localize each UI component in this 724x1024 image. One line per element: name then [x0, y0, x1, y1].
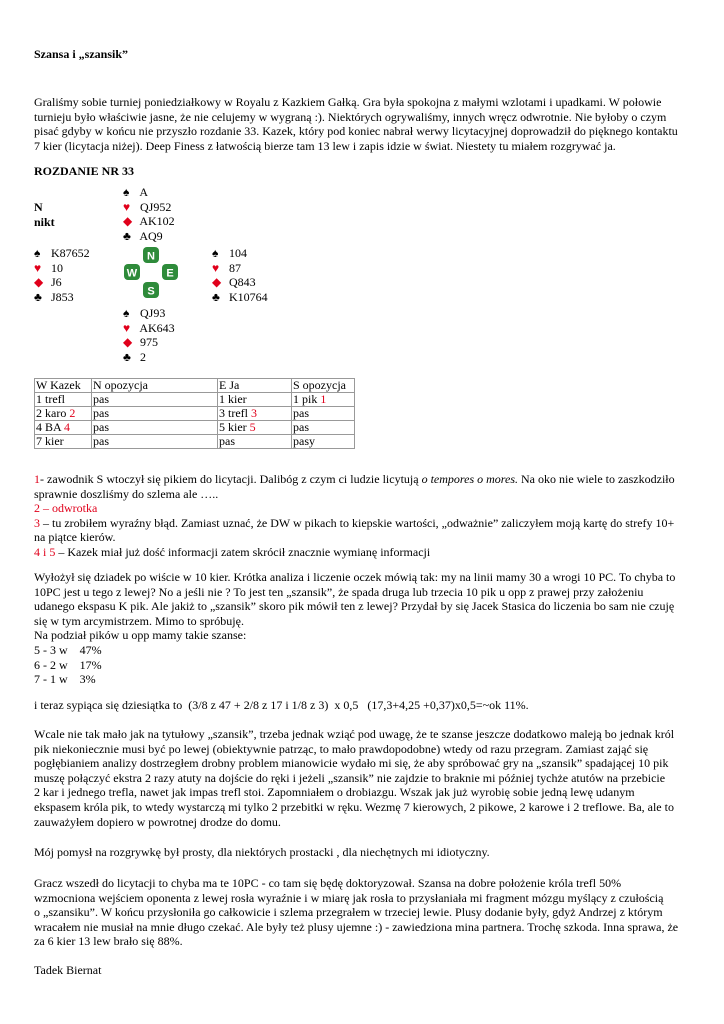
reflection-paragraph [34, 727, 690, 829]
compass-s-label: S [147, 285, 155, 298]
north-hearts: QJ952 [140, 199, 172, 214]
bidding-table [34, 378, 355, 449]
conclusion-paragraph [34, 876, 690, 949]
formula-line: i teraz sypiąca się dziesiątka to (3/8 z 47 + 2/8 z 17 i 1/8 z 3) x 0,5 (17,3+4,25 +0,37)x0,5=~ok 11%. [34, 698, 529, 712]
note-4-5: 4 i 5 – Kazek miał już dość informacji zatem skrócił znacznie wymianę informacji [34, 544, 431, 559]
text-line: zauważyłem dopiero w powrotnej drodze do domu. [34, 814, 281, 829]
bid-cell: 1 pik 1 [292, 393, 355, 407]
diamond-icon: ◆ [34, 275, 44, 290]
analysis-paragraph [34, 570, 690, 687]
heart-icon: ♥ [212, 260, 220, 275]
spade-icon: ♠ [123, 185, 130, 199]
intro-paragraph [34, 95, 690, 153]
diamond-icon: ◆ [212, 275, 222, 290]
bid-cell: 4 BA 4 [35, 421, 92, 435]
text-line: Wcale nie tak mało jak na tytułowy „szansik”, trzeba jednak wziąć pod uwagę, że te szanse jeszcze dodatkowo maleją bo jednak król [34, 727, 675, 741]
bid-cell: 1 trefl [35, 393, 92, 407]
deal-heading: ROZDANIE NR 33 [34, 164, 135, 178]
text-line: 10PC jest u tego z lewej? No a jeśli nie ? To jest ten „szansik”, że spada druga lub trzecia 10 pik u opp z prawej przy założeniu [34, 584, 644, 599]
compass-e-label: E [166, 267, 174, 280]
east-spades: 104 [229, 246, 247, 260]
spade-icon: ♠ [123, 306, 130, 320]
heart-icon: ♥ [34, 260, 42, 275]
bid-cell: 7 kier [35, 435, 92, 449]
text-line: pisać gdyby w końcu nie przyszło rozdanie 33. Kazek, który pod koniec nabrał werwy licytacyjnej doprowadził do pięknego kontaktu [34, 124, 678, 139]
note-3: 3 – tu zrobiłem wyraźny błąd. Zamiast uznać, że DW w pikach to kiepskie wartości, „odważnie” zaliczyłem moją kartę do strefy 10+ [34, 515, 675, 530]
club-icon: ♣ [123, 228, 131, 243]
south-hearts: AK643 [139, 320, 175, 335]
bid-cell: 1 kier [218, 393, 292, 407]
south-hand [123, 306, 175, 364]
text-line: muszę połączyć ekstra 2 razy atuty na dojście do ręki i jeżeli „szansik” nie zajdzie to braknie mi później tychże atutów na przebicie [34, 770, 666, 785]
header-cell: S opozycja [292, 379, 355, 393]
text-line: wzmocniona wejściem oponenta z lewej rosła wyraźnie i w miarę jak rosła to przysłaniała mi fragment mózgu myślący z czułością [34, 890, 664, 905]
text-line: Graliśmy sobie turniej poniedziałkowy w Royalu z Kazkiem Gałką. Gra była spokojna z małymi wzlotami i upadkami. W połowie [34, 95, 662, 109]
compass-n-label: N [147, 250, 155, 263]
text-line: się w tym arcymistrzem. Mimo to spróbuję. [34, 613, 244, 628]
odds-line: 5 - 3 w 47% [34, 642, 102, 657]
spade-icon: ♠ [212, 246, 219, 260]
bidding-row [35, 393, 355, 407]
bid-cell: pas [92, 407, 218, 421]
south-spades: QJ93 [140, 306, 166, 320]
odds-line: 6 - 2 w 17% [34, 657, 102, 672]
east-hand [212, 246, 268, 304]
west-clubs: J853 [51, 289, 74, 304]
text-line: Na podział pików u opp mamy takie szanse: [34, 628, 247, 643]
vulnerability-label: nikt [34, 214, 55, 229]
club-icon: ♣ [123, 349, 131, 364]
spade-icon: ♠ [34, 246, 41, 260]
text-line: 7 kier (licytacja niżej). Deep Finess z łatwością bierze tam 13 lew i zapis idzie w świat. Niestety tu miałem rozgrywać ja. [34, 138, 616, 153]
north-clubs: AQ9 [139, 228, 163, 243]
north-spades: A [139, 185, 149, 199]
bidding-row [35, 435, 355, 449]
north-diamonds: AK102 [139, 214, 175, 229]
bidding-header-row [35, 379, 355, 393]
heart-icon: ♥ [123, 199, 131, 214]
south-clubs: 2 [140, 349, 146, 364]
signature: Tadek Biernat [34, 963, 102, 977]
bid-cell: pas [92, 393, 218, 407]
note-1-cont: sprawnie doszliśmy do szlema ale ….. [34, 486, 219, 501]
text-line: o „szansiku”. W końcu przysłoniła go całkowicie i szlema przegrałem w trzeciej lewie. Plusy dodanie były, gdyż Andrzej z którym [34, 905, 663, 920]
heart-icon: ♥ [123, 320, 131, 335]
text-line: 2 kar i jednego trefla, nawet jak impas trefl stoi. Zapomniałem o drobiazgu. Wszak jak już wyrobię sobie jedną lewę udanym [34, 785, 635, 800]
note-2: 2 – odwrotka [34, 501, 98, 516]
text-line: pik niekoniecznie musi być po lewej (obiektywnie patrząc, to mało prawdopodobne) wtedy od razu przegram. Zamiast zająć się [34, 741, 649, 756]
west-spades: K87652 [51, 246, 90, 260]
dealer-label: N [34, 200, 43, 214]
plan-paragraph: Mój pomysł na rozgrywkę był prosty, dla niektórych prostacki , dla niechętnych mi idiotyczny. [34, 845, 490, 859]
text-line: pogłębianiem analizy dostrzegłem drobny problem mianowicie wydało mi się, że aby spróbować gry na „szansik” spadającej 10 pik [34, 756, 669, 771]
text-line: Wyłożył się dziadek po wiście w 10 kier. Krótka analiza i liczenie oczek mówią tak: my na linii mamy 30 a wrogi 10 PC. To chyba to [34, 570, 676, 584]
bid-cell: pasy [292, 435, 355, 449]
bid-cell: pas [292, 407, 355, 421]
south-diamonds: 975 [140, 335, 158, 350]
west-diamonds: J6 [51, 275, 62, 290]
compass-icon [123, 246, 179, 302]
compass-w-label: W [126, 267, 138, 280]
text-line: ekspasem króla pik, to wtedy wystarczą mi tylko 2 przebitki w ręku. Wezmę 7 kierowych, 2 pikowe, 2 karowe i 2 treflowe. Ba, ale to [34, 799, 674, 814]
diamond-icon: ◆ [123, 214, 133, 229]
club-icon: ♣ [212, 289, 220, 304]
bid-cell: pas [92, 421, 218, 435]
bidding-notes [34, 472, 690, 560]
odds-line: 7 - 1 w 3% [34, 672, 96, 687]
text-line: za 6 kier 13 lew brało się 88%. [34, 934, 183, 949]
document-title: Szansa i „szansik” [34, 47, 129, 61]
north-hand [123, 185, 175, 243]
header-cell: W Kazek [35, 379, 92, 393]
bid-cell: 2 karo 2 [35, 407, 92, 421]
club-icon: ♣ [34, 289, 42, 304]
header-cell: N opozycja [92, 379, 218, 393]
bidding-row [35, 421, 355, 435]
east-clubs: K10764 [229, 289, 268, 304]
note-1: 1- zawodnik S wtoczył się pikiem do licytacji. Dalibóg z czym ci ludzie licytują o tempores o mores. Na oko nie wiele to zaszkodziło [34, 472, 675, 486]
bid-cell: 5 kier 5 [218, 421, 292, 435]
bid-cell: pas [92, 435, 218, 449]
east-diamonds: Q843 [229, 275, 256, 290]
diamond-icon: ◆ [123, 335, 133, 350]
text-line: wracałem nie musiał na mnie długo czekać. Ale były też plusy ujemne :) - zawiedziona mina partnera. Trochę szkoda. Inna sprawa, że [34, 919, 679, 934]
east-hearts: 87 [229, 260, 241, 275]
text-line: Gracz wszedł do licytacji to chyba ma te 10PC - co tam się będę doktoryzował. Szansa na dobre położenie króla trefl 50% [34, 876, 622, 890]
text-line: turnieju było właściwie jasne, że nie celujemy w wygraną :). Niektórych ogrywaliśmy, innych wręcz odwrotnie. Nie byłoby o czym [34, 109, 667, 124]
text-line: udanego ekspasu K pik. Ale jakiż to „szansik” skoro pik mówił ten z lewej? Przydał by się Jacek Stasica do liczenia bo sam nie czuję [34, 599, 675, 614]
header-cell: E Ja [218, 379, 292, 393]
note-3-cont: na piątce kierów. [34, 530, 116, 545]
west-hand [34, 246, 90, 304]
west-hearts: 10 [51, 260, 63, 275]
bid-cell: pas [218, 435, 292, 449]
deal-conditions [34, 200, 55, 229]
bid-cell: 3 trefl 3 [218, 407, 292, 421]
bid-cell: pas [292, 421, 355, 435]
bidding-row [35, 407, 355, 421]
